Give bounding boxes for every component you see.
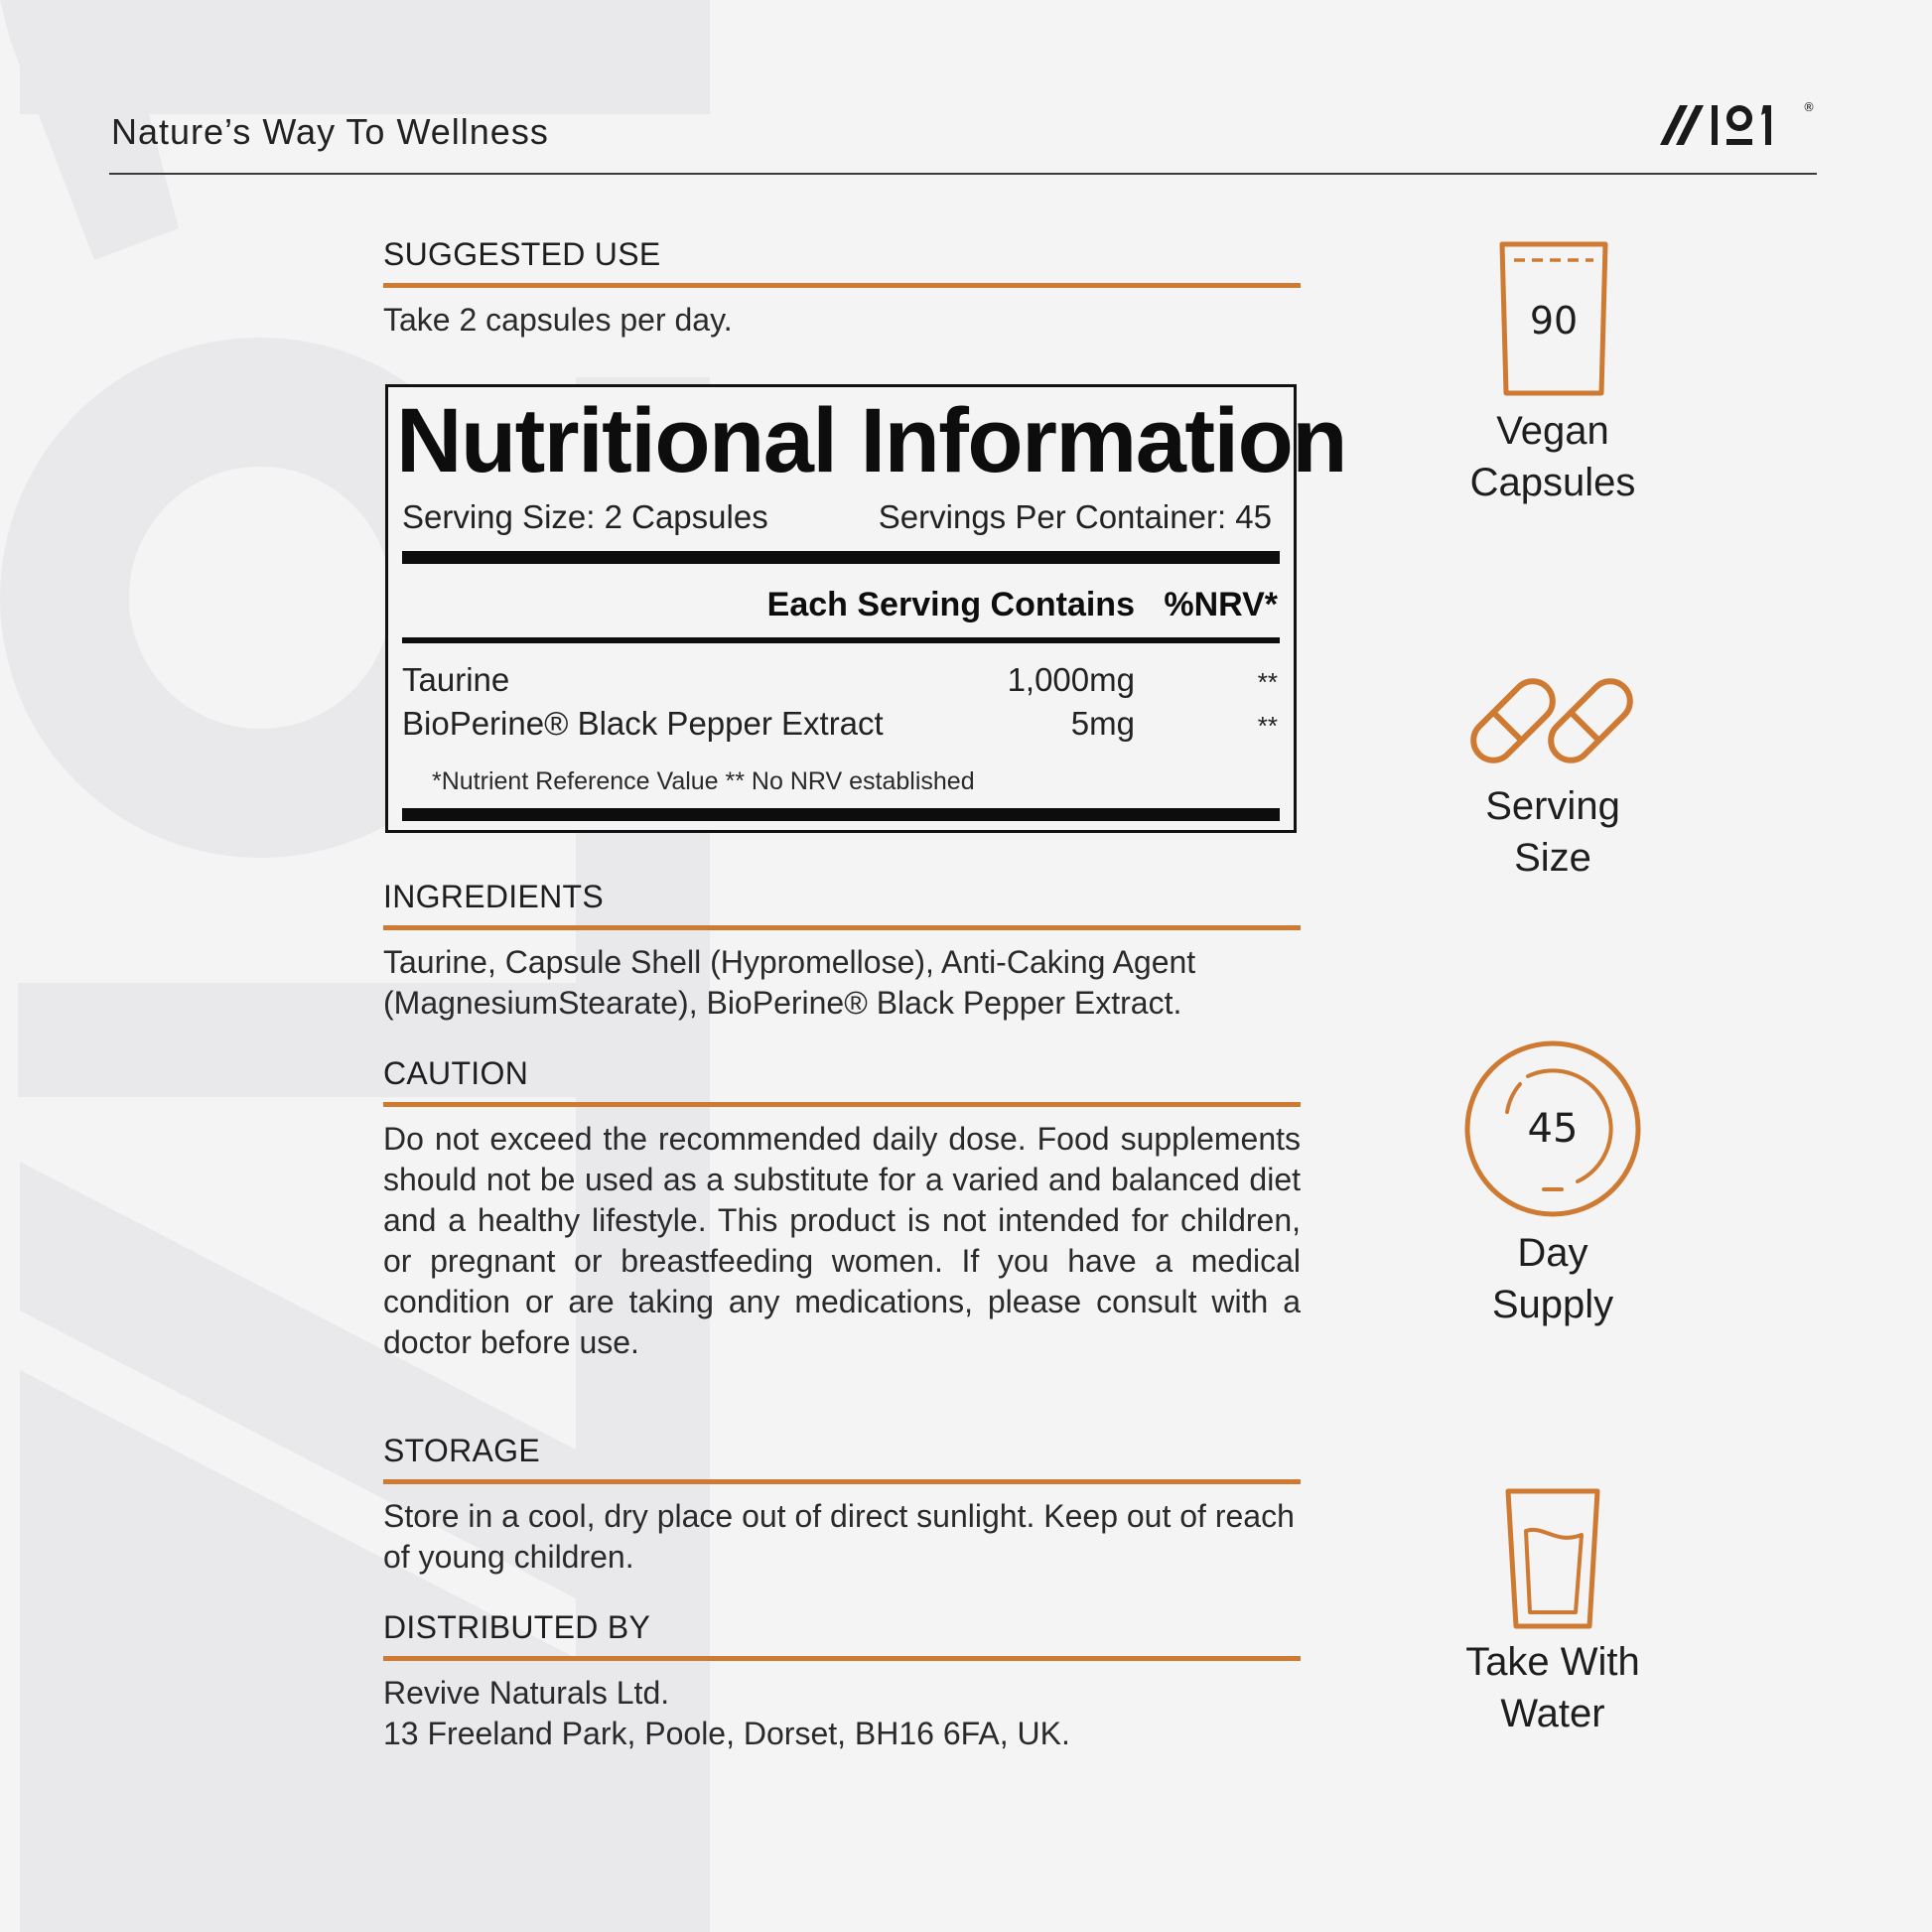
- nutrition-title: Nutritional Information: [396, 390, 1346, 491]
- header-divider: [109, 173, 1817, 175]
- serving-size: Serving Size: 2 Capsules: [402, 498, 768, 535]
- caution-text: Do not exceed the recommended daily dose. Food supplements should not be used as a substitute for a varied and balanced diet and a healthy lifestyle. This product is not intended for children, or pregnant or breastfeeding women. If you have a medical condition or are taking any medications, please consult with a doctor before use.: [383, 1121, 1301, 1360]
- distributor-name: Revive Naturals Ltd.: [383, 1675, 670, 1711]
- brand-logo: [1660, 91, 1819, 155]
- section-heading: DISTRIBUTED BY: [383, 1609, 1301, 1661]
- suggested-use-section: [383, 236, 1301, 341]
- icon-label-line: Supply: [1491, 1283, 1614, 1326]
- nutrient-name: Taurine: [402, 661, 510, 698]
- icon-label: [1404, 1227, 1702, 1330]
- suggested-use-text: Take 2 capsules per day.: [383, 302, 733, 338]
- nutrient-nrv: **: [1257, 711, 1278, 741]
- servings-per-container: Servings Per Container: 45: [878, 498, 1272, 535]
- nutrient-amount: 1,000mg: [1007, 661, 1135, 698]
- dial-icon: [1460, 1036, 1645, 1221]
- serving-size-badge: [1404, 663, 1702, 884]
- capsule-count: 90: [1529, 299, 1579, 343]
- distributor-address: 13 Freeland Park, Poole, Dorset, BH16 6FA, UK.: [383, 1716, 1070, 1751]
- panel-divider: [402, 808, 1280, 821]
- icon-label-line: Size: [1514, 836, 1591, 880]
- icon-label-line: Vegan: [1496, 409, 1609, 453]
- vegan-capsules-badge: [1404, 238, 1702, 508]
- nutrient-name: BioPerine® Black Pepper Extract: [402, 705, 884, 742]
- storage-text: Store in a cool, dry place out of direct sunlight. Keep out of reach of young children.: [383, 1498, 1295, 1575]
- nutrition-footnote: *Nutrient Reference Value ** No NRV established: [432, 767, 975, 795]
- nrv-header: %NRV*: [1164, 586, 1278, 623]
- section-heading: CAUTION: [383, 1055, 1301, 1107]
- icon-label: [1404, 405, 1702, 508]
- ingredients-section: [383, 879, 1301, 1024]
- panel-divider: [402, 551, 1280, 564]
- icon-label-line: Serving: [1485, 784, 1620, 828]
- icon-label: [1404, 780, 1702, 884]
- icon-label-line: Take With: [1465, 1640, 1640, 1684]
- pouch-icon: [1488, 238, 1617, 399]
- section-heading: INGREDIENTS: [383, 879, 1301, 930]
- each-serving-header: Each Serving Contains: [766, 586, 1135, 623]
- icon-label-line: Capsules: [1469, 461, 1636, 504]
- icon-label-line: Day: [1517, 1231, 1588, 1275]
- take-with-water-badge: [1404, 1485, 1702, 1739]
- caution-section: [383, 1055, 1301, 1363]
- ingredients-text: Taurine, Capsule Shell (Hypromellose), Anti-Caking Agent (MagnesiumStearate), BioPerine® Black Pepper Extract.: [383, 944, 1196, 1021]
- icon-label: [1404, 1636, 1702, 1739]
- storage-section: [383, 1433, 1301, 1578]
- nutrient-nrv: **: [1257, 667, 1278, 697]
- nutrition-panel: [385, 384, 1346, 833]
- nutrient-amount: 5mg: [1070, 705, 1135, 742]
- glass-of-water-icon: [1498, 1485, 1607, 1630]
- registered-mark: ®: [1803, 100, 1815, 114]
- icon-label-line: Water: [1500, 1692, 1605, 1735]
- panel-divider: [402, 637, 1280, 643]
- capsules-icon: [1463, 663, 1642, 774]
- supply-days: 45: [1527, 1106, 1579, 1152]
- distributed-by-section: [383, 1609, 1301, 1754]
- section-heading: SUGGESTED USE: [383, 236, 1301, 288]
- day-supply-badge: [1404, 1036, 1702, 1330]
- brand-tagline: Nature’s Way To Wellness: [111, 111, 549, 152]
- section-heading: STORAGE: [383, 1433, 1301, 1484]
